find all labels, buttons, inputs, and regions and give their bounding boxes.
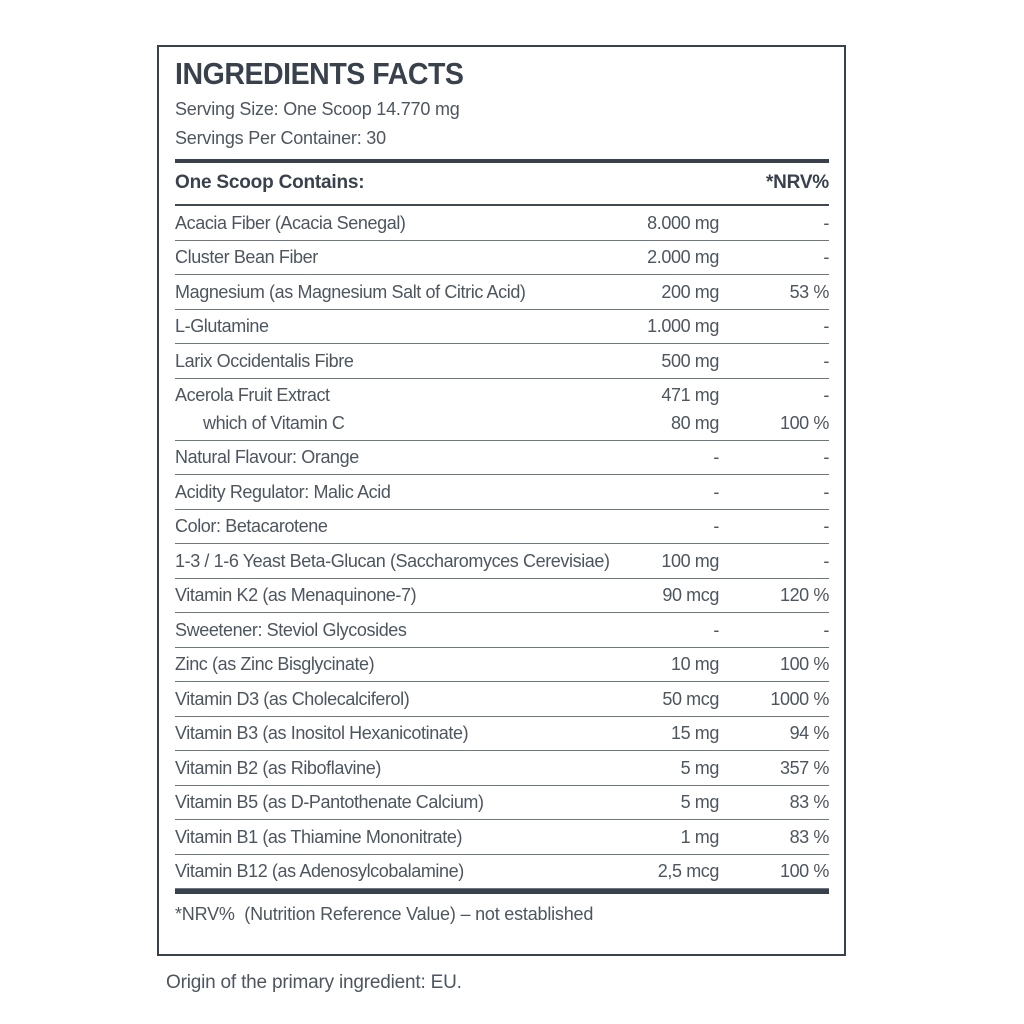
ingredient-nrv: - <box>823 350 829 371</box>
ingredient-amount: - <box>713 516 719 536</box>
ingredients-facts-panel <box>157 45 846 956</box>
ingredient-amount: 50 mcg <box>662 688 719 709</box>
ingredient-amount: 2,5 mcg <box>657 861 719 881</box>
ingredient-amount: - <box>713 481 719 502</box>
table-row <box>175 275 829 310</box>
ingredient-amount: 2.000 mg <box>647 247 719 267</box>
ingredient-name: 1-3 / 1-6 Yeast Beta-Glucan (Saccharomyces Cerevisiae) <box>175 550 610 571</box>
table-row <box>175 751 829 786</box>
ingredient-name: Vitamin B1 (as Thiamine Mononitrate) <box>175 826 463 847</box>
ingredients-table <box>175 206 829 889</box>
table-row <box>175 310 829 345</box>
ingredient-nrv: 100 % <box>779 654 829 674</box>
ingredient-name: Sweetener: Steviol Glycosides <box>175 619 407 640</box>
table-row <box>175 344 829 379</box>
ingredient-amount: 80 mg <box>670 412 719 433</box>
ingredient-nrv: 357 % <box>779 757 829 778</box>
ingredient-amount: 15 mg <box>670 723 719 743</box>
column-header-contains: One Scoop Contains: <box>175 172 365 193</box>
ingredient-nrv: - <box>823 385 829 405</box>
serving-size-text: Serving Size: One Scoop 14.770 mg <box>175 99 460 119</box>
ingredient-name: Vitamin D3 (as Cholecalciferol) <box>175 688 410 709</box>
ingredient-amount: 5 mg <box>680 792 719 812</box>
column-header-nrv: *NRV% <box>765 172 829 193</box>
ingredient-name: Zinc (as Zinc Bisglycinate) <box>175 654 375 674</box>
ingredient-amount: 1.000 mg <box>647 316 719 336</box>
ingredient-nrv: - <box>823 550 829 571</box>
ingredient-name: Vitamin K2 (as Menaquinone-7) <box>175 585 417 605</box>
ingredient-amount: - <box>713 447 719 467</box>
ingredient-nrv: - <box>823 212 829 233</box>
ingredient-amount: 200 mg <box>661 281 719 302</box>
table-row <box>175 855 829 890</box>
ingredient-nrv: - <box>823 447 829 467</box>
table-row <box>175 682 829 717</box>
ingredient-name: Vitamin B5 (as D-Pantothenate Calcium) <box>175 792 484 812</box>
origin-note: Origin of the primary ingredient: EU. <box>166 972 462 993</box>
table-row <box>175 544 829 579</box>
ingredient-nrv: 1000 % <box>770 688 829 709</box>
ingredient-name: Cluster Bean Fiber <box>175 247 318 267</box>
ingredient-name: Acidity Regulator: Malic Acid <box>175 481 391 502</box>
ingredient-amount: 100 mg <box>661 550 719 571</box>
table-row <box>175 786 829 821</box>
table-row <box>175 206 829 241</box>
ingredient-amount: 1 mg <box>680 826 719 847</box>
table-header-row <box>175 163 829 206</box>
table-row <box>175 510 829 545</box>
ingredient-nrv: 83 % <box>789 826 829 847</box>
ingredient-amount: 471 mg <box>661 385 719 405</box>
ingredient-nrv: 83 % <box>789 792 829 812</box>
ingredient-nrv: 53 % <box>789 281 829 302</box>
ingredient-nrv: - <box>823 316 829 336</box>
ingredient-name: Color: Betacarotene <box>175 516 328 536</box>
ingredient-name: Vitamin B12 (as Adenosylcobalamine) <box>175 861 464 881</box>
ingredient-name: Acerola Fruit Extract <box>175 385 330 405</box>
table-row <box>175 441 829 476</box>
nrv-footnote: *NRV% (Nutrition Reference Value) – not established <box>175 904 594 924</box>
ingredient-name: Natural Flavour: Orange <box>175 447 359 467</box>
table-row <box>175 241 829 276</box>
table-row <box>175 379 829 407</box>
ingredient-amount: - <box>713 619 719 640</box>
ingredient-nrv: - <box>823 516 829 536</box>
ingredient-name: Vitamin B3 (as Inositol Hexanicotinate) <box>175 723 469 743</box>
ingredient-name: L-Glutamine <box>175 316 269 336</box>
ingredient-nrv: 100 % <box>779 861 829 881</box>
ingredient-amount: 90 mcg <box>662 585 719 605</box>
panel-title: INGREDIENTS FACTS <box>175 56 464 91</box>
ingredient-name: Acacia Fiber (Acacia Senegal) <box>175 212 406 233</box>
table-row <box>175 613 829 648</box>
table-row <box>175 820 829 855</box>
ingredient-nrv: - <box>823 247 829 267</box>
table-row <box>175 406 829 441</box>
ingredient-nrv: - <box>823 481 829 502</box>
ingredient-name: Larix Occidentalis Fibre <box>175 350 354 371</box>
ingredient-nrv: - <box>823 619 829 640</box>
ingredient-name: Magnesium (as Magnesium Salt of Citric Acid) <box>175 281 526 302</box>
ingredient-amount: 8.000 mg <box>647 212 719 233</box>
table-row <box>175 717 829 752</box>
ingredient-nrv: 120 % <box>779 585 829 605</box>
ingredient-amount: 500 mg <box>661 350 719 371</box>
ingredient-nrv: 94 % <box>789 723 829 743</box>
ingredient-amount: 10 mg <box>670 654 719 674</box>
ingredient-name: Vitamin B2 (as Riboflavine) <box>175 757 381 778</box>
ingredient-name: which of Vitamin C <box>203 412 345 433</box>
table-row <box>175 648 829 683</box>
servings-per-container-text: Servings Per Container: 30 <box>175 128 386 148</box>
ingredient-nrv: 100 % <box>779 412 829 433</box>
ingredient-amount: 5 mg <box>680 757 719 778</box>
table-row <box>175 579 829 614</box>
table-row <box>175 475 829 510</box>
